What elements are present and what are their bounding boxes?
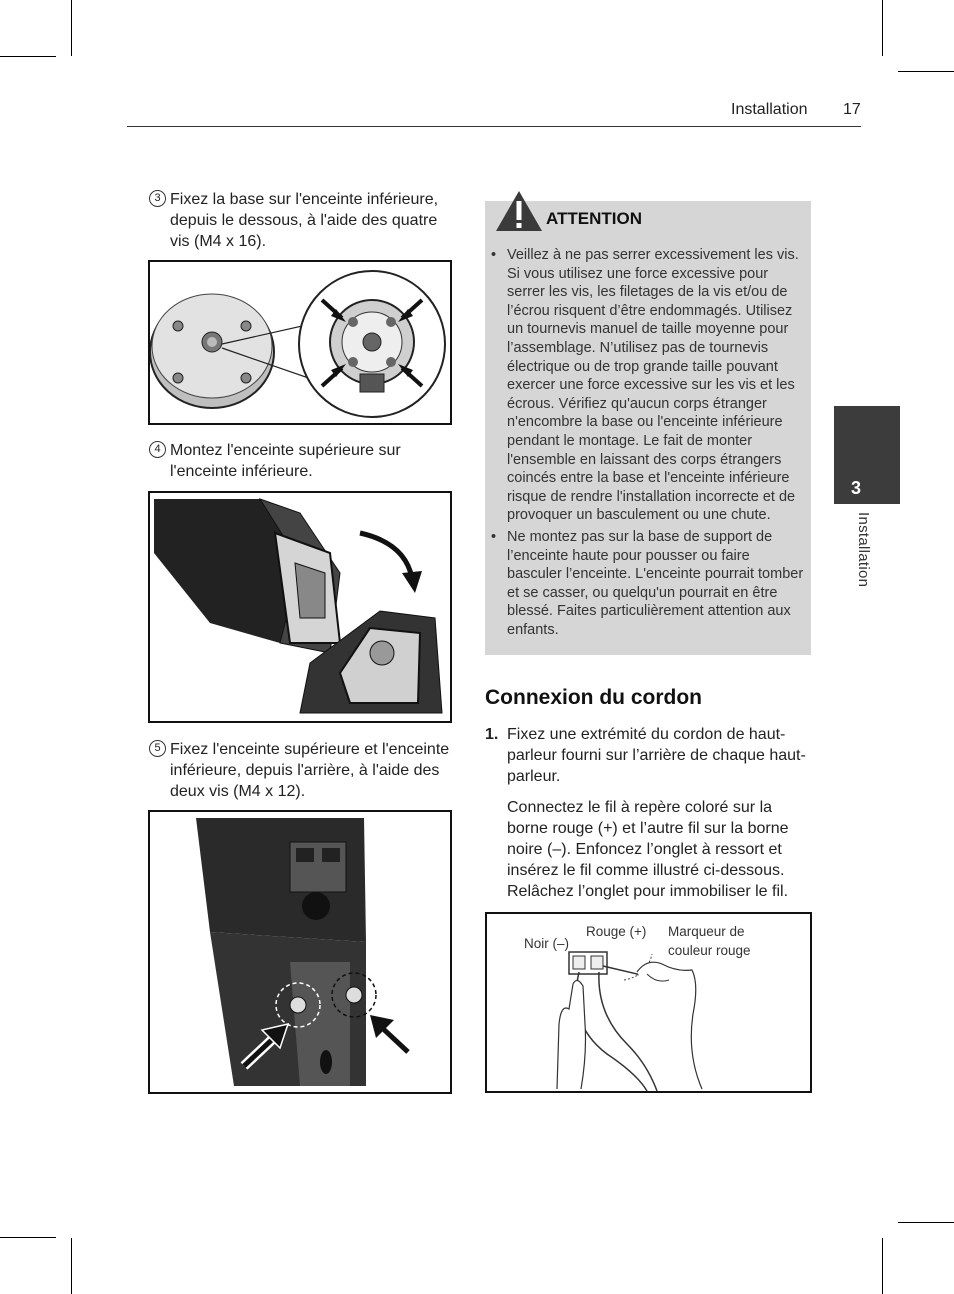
attention-list: [490, 246, 808, 642]
figure-rear-screws: [148, 810, 452, 1094]
step-number: 4: [149, 441, 166, 458]
label-marker-line2: couleur rouge: [668, 943, 751, 958]
attention-item: • Ne montez pas sur la base de support de l’enceinte haute pour pousser ou faire basculer l’enceinte. L'enceinte pourrait tomber et se casser, ou quelqu'un pourrait en être blessé. Faites particulièrement attention aux enfants.: [490, 528, 808, 640]
step-number: 3: [149, 190, 166, 207]
crop-mark: [898, 1222, 954, 1223]
crop-mark: [0, 1237, 56, 1238]
label-marker: [668, 922, 751, 960]
step-text: Fixez l'enceinte supérieure et l'enceinte inférieure, depuis l'arrière, à l'aide des deux vis (M4 x 12).: [170, 741, 450, 800]
attention-item: • Veillez à ne pas serrer excessivement les vis. Si vous utilisez une force excessive pour serrer les vis, les filetages de la vis et/ou de l’écrou risquent d’être endommagés. Utilisez un tournevis manuel de taille moyenne pour l’assemblage. N’utilisez pas de tournevis électrique ou de trop grande taille pouvant exercer une force excessive sur les vis et les écrous. Vérifiez qu'aucun corps étranger n'encombre la base ou l'enceinte inférieure pendant le montage. Le fait de monter l'ensemble en laissant des corps étrangers coincés entre la base et l'enceinte inférieure risque de rendre l'installation incorrecte et de provoquer un basculement ou une chute.: [490, 246, 808, 525]
crop-mark: [882, 1238, 883, 1294]
header-section: Installation: [731, 101, 808, 118]
step-number: 1.: [485, 726, 499, 743]
step-3: [149, 189, 459, 252]
step-text: Montez l'enceinte supérieure sur l'enceinte inférieure.: [170, 442, 401, 480]
figure-mount-upper: [148, 491, 452, 723]
label-red: Rouge (+): [586, 924, 647, 939]
step-paragraph: Connectez le fil à repère coloré sur la borne rouge (+) et l’autre fil sur la borne noire (–). Enfoncez l’onglet à ressort et insérez le fil comme illustré ci-dessous. Relâchez l’onglet pour immobiliser le fil.: [507, 799, 789, 900]
crop-mark: [71, 1238, 72, 1294]
label-marker-line1: Marqueur de: [668, 924, 745, 939]
crop-mark: [71, 0, 72, 56]
crop-mark: [882, 0, 883, 56]
step-text: Fixez la base sur l'enceinte inférieure, depuis le dessous, à l'aide des quatre vis (M4 x 16).: [170, 191, 439, 250]
figure-base-screws: [148, 260, 452, 425]
step-paragraph: Fixez une extrémité du cordon de haut-parleur fourni sur l’arrière de chaque haut-parleur.: [507, 726, 806, 785]
header-rule: [127, 126, 861, 127]
mount-illustration: [150, 493, 450, 721]
crop-mark: [0, 56, 56, 57]
crop-mark: [898, 71, 954, 72]
page-number: 17: [843, 101, 861, 118]
step-4: [149, 440, 459, 482]
step-number: 5: [149, 740, 166, 757]
warning-icon: [494, 189, 544, 233]
step-5: [149, 739, 459, 802]
label-black: Noir (–): [524, 936, 570, 951]
base-illustration: [150, 262, 450, 423]
section-title: Connexion du cordon: [485, 686, 702, 709]
chapter-label: Installation: [855, 512, 872, 588]
chapter-number: 3: [850, 478, 861, 498]
attention-title: ATTENTION: [546, 209, 643, 228]
connexion-step-1: [485, 725, 815, 913]
rear-illustration: [150, 812, 450, 1092]
